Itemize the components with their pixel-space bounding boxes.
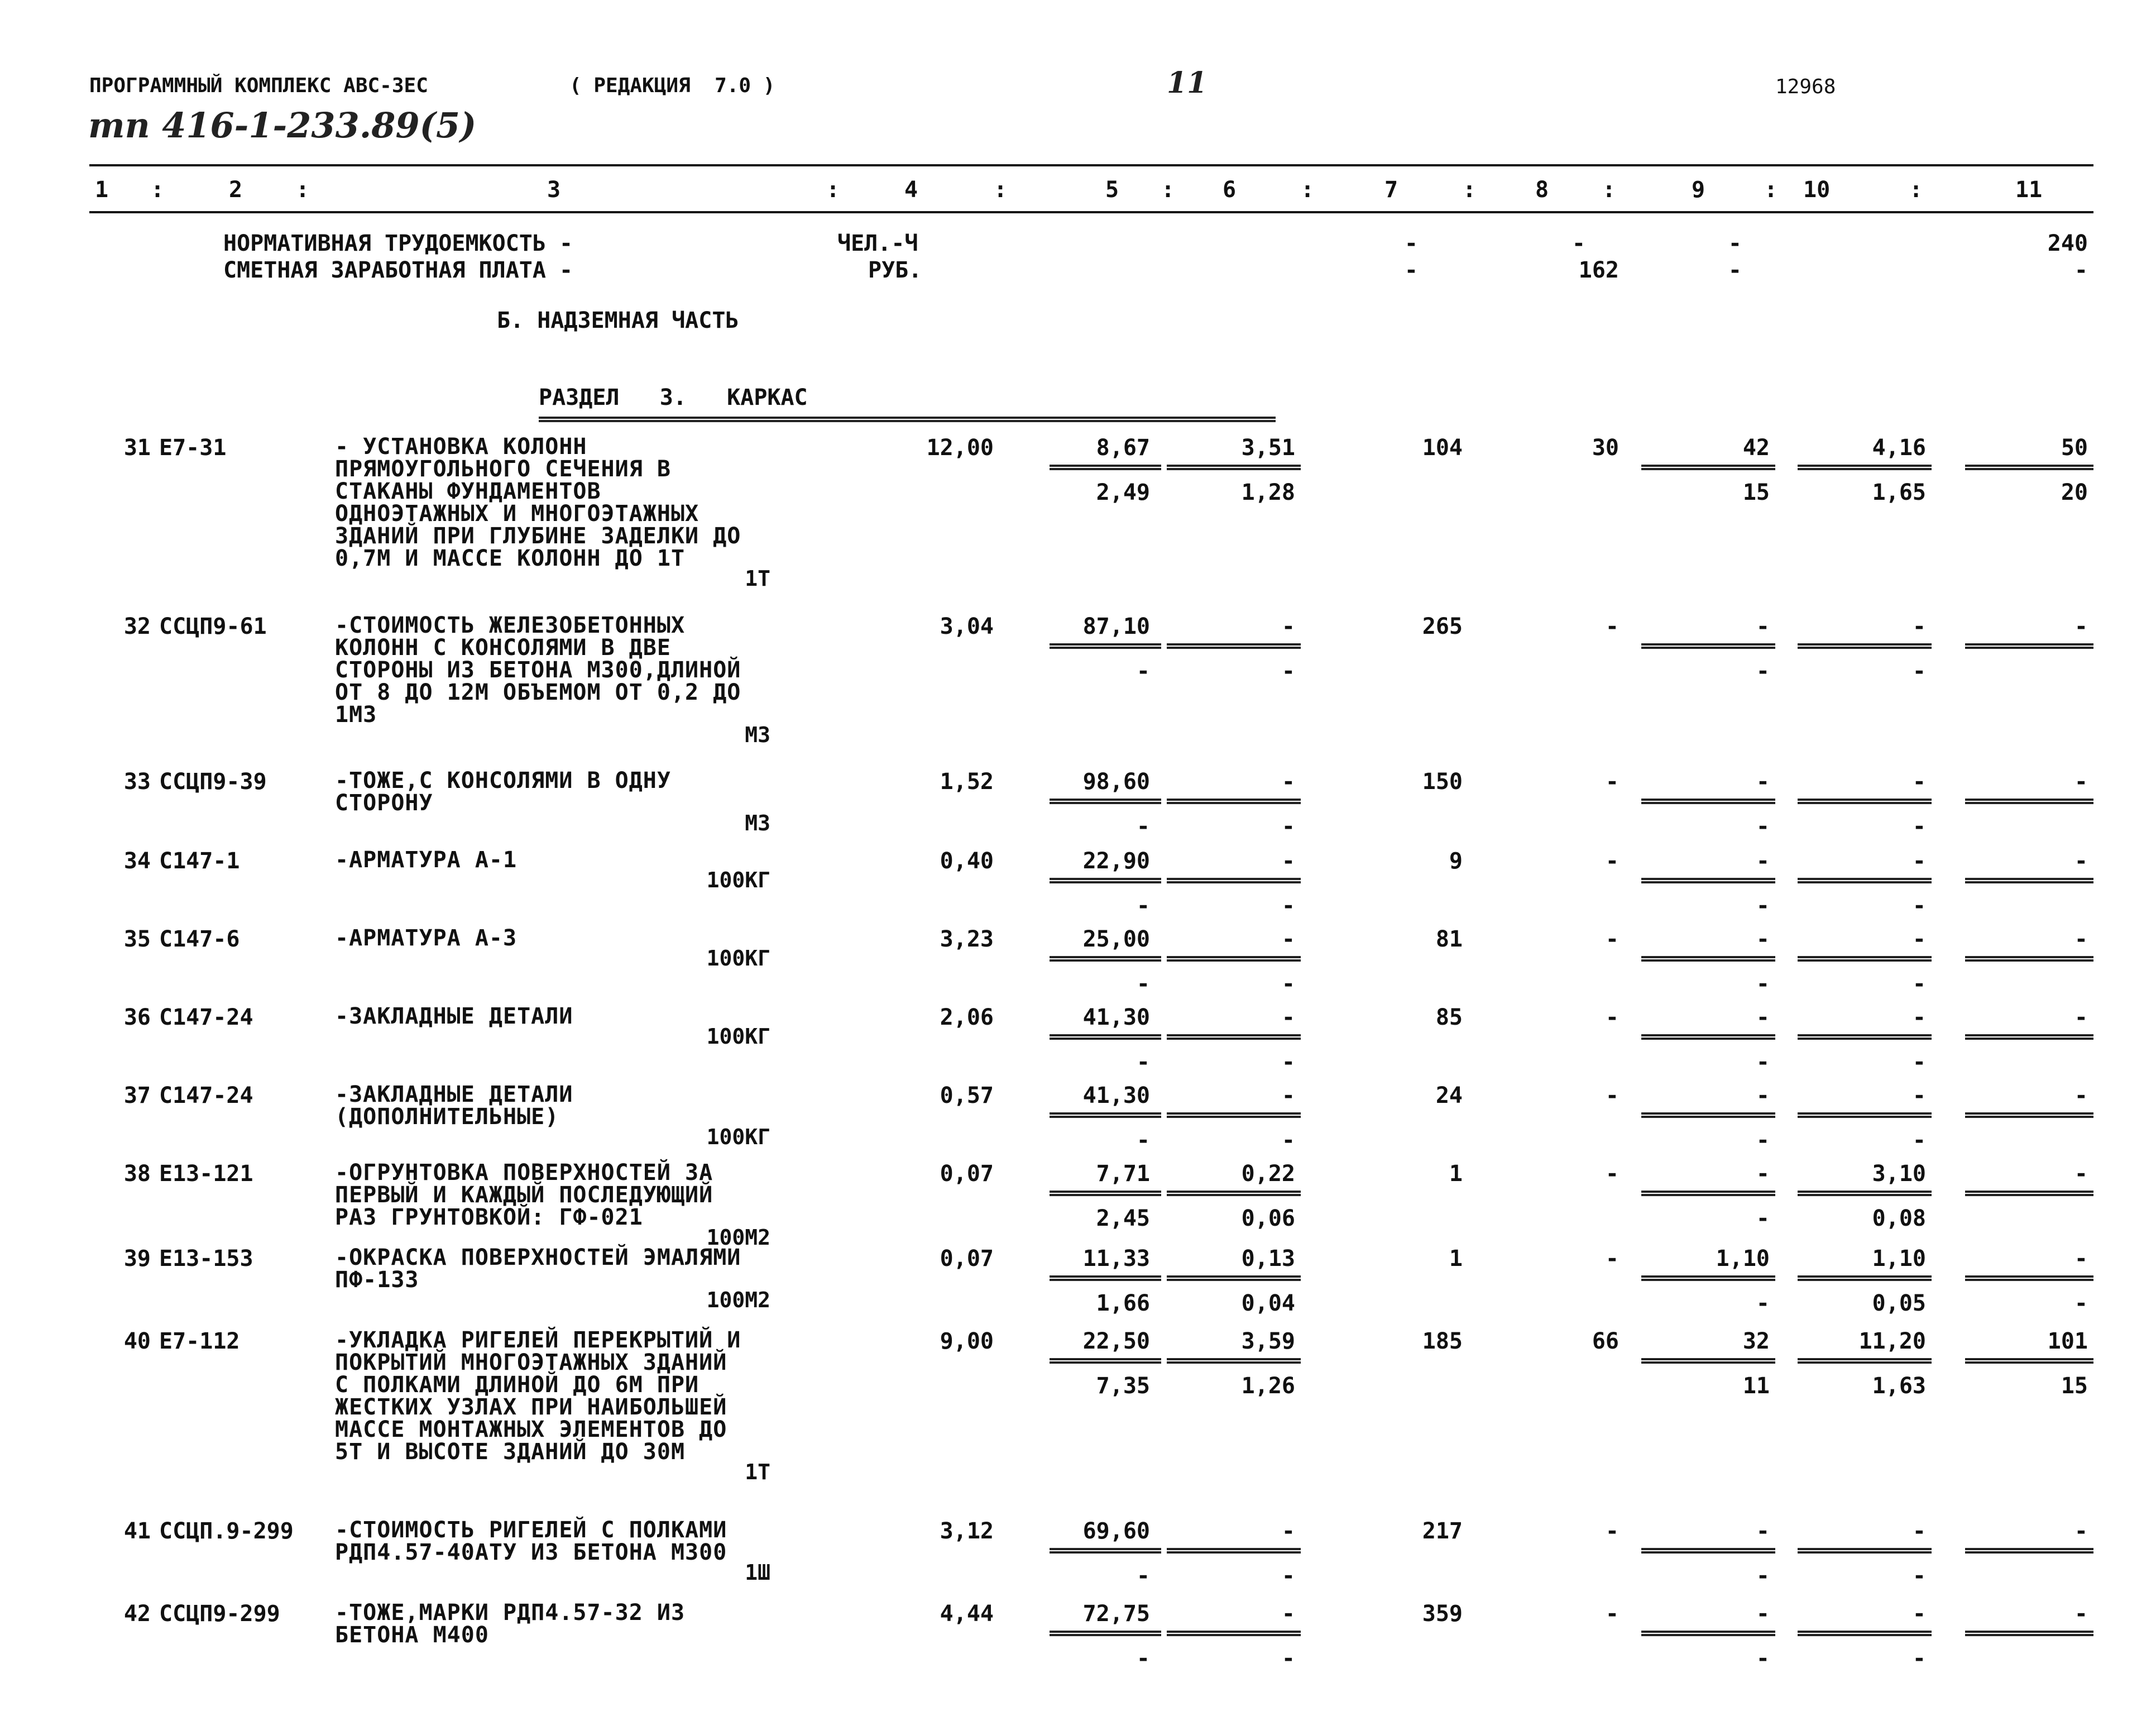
row-c8: - [1605,926,1619,952]
row-unit: 1Т [745,1460,770,1484]
row-code: С147-24 [159,1005,253,1030]
row-c5-bottom: 2,49 [1096,480,1150,505]
row-c11-rule [1965,1191,2093,1196]
summary-wage-c7: - [1404,257,1418,283]
row-c5-rule [1050,956,1161,962]
row-c7: 104 [1422,435,1463,461]
row-c5-rule [1050,799,1161,804]
row-c7: 150 [1422,769,1463,795]
row-c8: 30 [1592,435,1619,461]
row-c7: 9 [1449,848,1463,874]
row-c10-top: - [1912,614,1926,639]
row-c5-bottom: 1,66 [1096,1291,1150,1316]
row-description: -ЗАКЛАДНЫЕ ДЕТАЛИ [335,1003,573,1029]
row-c9-rule [1641,1112,1775,1118]
row-c11-bottom: - [2074,1291,2088,1316]
row-c6-bottom: - [1281,1127,1295,1153]
row-c9-top: - [1756,848,1770,874]
row-quantity: 0,07 [940,1161,994,1187]
row-code: ССЦП9-61 [159,614,267,639]
row-quantity: 2,06 [940,1005,994,1030]
project-code: тп 416-1-233.89(5) [88,105,477,146]
row-c9-top: - [1756,1518,1770,1544]
row-c9-bottom: - [1756,1291,1770,1316]
row-c6-rule [1167,1358,1301,1364]
row-unit: 100КГ [706,946,770,971]
part-title: Б. НАДЗЕМНАЯ ЧАСТЬ [497,308,739,333]
row-c6-bottom: - [1281,1049,1295,1075]
row-c8: 66 [1592,1328,1619,1354]
row-c11-rule [1965,1112,2093,1118]
row-c9-top: 32 [1742,1328,1770,1354]
row-c6-rule [1167,956,1301,962]
row-c11-bottom: 15 [2061,1373,2088,1399]
row-c9-bottom: - [1756,658,1770,684]
row-c11-top: - [2074,1005,2088,1030]
row-c10-bottom: - [1912,1646,1926,1671]
row-c6-top: - [1281,848,1295,874]
row-c10-bottom: - [1912,814,1926,839]
row-c9-top: - [1756,1161,1770,1187]
row-number: 35 [123,926,151,952]
column-separator: : [1463,177,1477,203]
row-c5-top: 11,33 [1082,1246,1150,1272]
row-code: С147-24 [159,1083,253,1108]
row-description: -ТОЖЕ,С КОНСОЛЯМИ В ОДНУ СТОРОНУ [335,768,671,816]
row-c6-bottom: - [1281,971,1295,997]
row-number: 38 [123,1161,151,1187]
row-c11-top: - [2074,1601,2088,1627]
row-c5-top: 41,30 [1082,1005,1150,1030]
row-c11-top: - [2074,614,2088,639]
row-c7: 24 [1435,1083,1463,1108]
row-c11-top: 101 [2047,1328,2088,1354]
row-c5-top: 41,30 [1082,1083,1150,1108]
row-c11-top: - [2074,769,2088,795]
row-c5-bottom: - [1136,1563,1150,1589]
row-c6-rule [1167,1275,1301,1281]
row-c5-top: 87,10 [1082,614,1150,639]
row-c6-bottom: - [1281,1563,1295,1589]
row-description: - УСТАНОВКА КОЛОНН ПРЯМОУГОЛЬНОГО СЕЧЕНИЯ В СТАКАНЫ ФУНДАМЕНТОВ ОДНОЭТАЖНЫХ И МНОГОЭТАЖНЫХ ЗДАНИЙ ПРИ ГЛУБИНЕ ЗАДЕЛКИ ДО 0,7М И МАССЕ КОЛОНН ДО 1Т [335,434,741,571]
summary-labor-c9: - [1728,231,1742,256]
row-c10-top: - [1912,769,1926,795]
row-c7: 81 [1435,926,1463,952]
column-separator: : [994,177,1008,203]
row-c9-bottom: - [1756,1206,1770,1231]
row-c11-top: - [2074,926,2088,952]
row-quantity: 4,44 [940,1601,994,1627]
row-number: 40 [123,1328,151,1354]
row-c9-top: - [1756,614,1770,639]
row-c10-top: 3,10 [1872,1161,1926,1187]
row-code: ССЦП.9-299 [159,1518,294,1544]
row-c11-rule [1965,956,2093,962]
row-c6-top: 0,13 [1241,1246,1295,1272]
row-description: -ЗАКЛАДНЫЕ ДЕТАЛИ (ДОПОЛНИТЕЛЬНЫЕ) [335,1082,573,1130]
summary-labor-c7: - [1404,231,1418,256]
section-underline [539,417,1276,422]
row-c11-top: - [2074,1161,2088,1187]
row-c5-rule [1050,878,1161,883]
row-c9-rule [1641,1548,1775,1554]
row-c10-rule [1798,878,1932,883]
row-c5-rule [1050,1631,1161,1636]
row-c10-rule [1798,1112,1932,1118]
row-c5-top: 8,67 [1096,435,1150,461]
section-title: РАЗДЕЛ 3. КАРКАС [539,385,808,410]
row-unit: 100КГ [706,1125,770,1149]
row-c9-top: - [1756,1601,1770,1627]
row-number: 41 [123,1518,151,1544]
column-header-3: 3 [547,177,561,203]
row-c5-top: 22,50 [1082,1328,1150,1354]
row-c8: - [1605,769,1619,795]
row-c6-rule [1167,799,1301,804]
summary-labor-unit: ЧЕЛ.-Ч [837,231,918,256]
row-c7: 265 [1422,614,1463,639]
summary-labor-c11: 240 [2047,231,2088,256]
column-header-6: 6 [1223,177,1237,203]
document-number: 12968 [1775,75,1836,98]
row-c10-top: - [1912,926,1926,952]
row-c11-top: - [2074,1518,2088,1544]
row-c6-rule [1167,643,1301,649]
row-description: -АРМАТУРА А-1 [335,847,518,873]
row-c10-bottom: 1,63 [1872,1373,1926,1399]
row-c7: 217 [1422,1518,1463,1544]
row-c6-bottom: 1,26 [1241,1373,1295,1399]
row-c9-bottom: - [1756,1646,1770,1671]
row-c8: - [1605,614,1619,639]
column-separator: : [1909,177,1923,203]
row-unit: 100М2 [706,1225,770,1250]
column-separator: : [1602,177,1616,203]
row-c8: - [1605,1601,1619,1627]
row-unit: 100КГ [706,868,770,892]
row-c10-bottom: - [1912,1049,1926,1075]
row-c8: - [1605,1005,1619,1030]
row-c6-bottom: 0,04 [1241,1291,1295,1316]
row-c11-rule [1965,465,2093,470]
row-c6-rule [1167,1548,1301,1554]
row-c9-rule [1641,1631,1775,1636]
row-c6-top: - [1281,614,1295,639]
row-c10-top: - [1912,1601,1926,1627]
column-header-4: 4 [904,177,918,203]
row-c6-bottom: - [1281,814,1295,839]
row-c5-top: 22,90 [1082,848,1150,874]
row-c7: 359 [1422,1601,1463,1627]
row-c10-bottom: - [1912,971,1926,997]
row-c10-rule [1798,1631,1932,1636]
row-number: 42 [123,1601,151,1627]
row-c5-rule [1050,1034,1161,1040]
row-c9-rule [1641,878,1775,883]
summary-wage-label: СМЕТНАЯ ЗАРАБОТНАЯ ПЛАТА - [223,257,573,283]
row-description: -УКЛАДКА РИГЕЛЕЙ ПЕРЕКРЫТИЙ И ПОКРЫТИЙ МНОГОЭТАЖНЫХ ЗДАНИЙ С ПОЛКАМИ ДЛИНОЙ ДО 6М ПРИ ЖЕСТКИХ УЗЛАХ ПРИ НАИБОЛЬШЕЙ МАССЕ МОНТАЖНЫХ ЭЛЕМЕНТОВ ДО 5Т И ВЫСОТЕ ЗДАНИЙ ДО 30М [335,1327,741,1465]
row-c10-bottom: - [1912,893,1926,919]
row-c11-rule [1965,1034,2093,1040]
row-description: -СТОИМОСТЬ РИГЕЛЕЙ С ПОЛКАМИ РДП4.57-40АТУ ИЗ БЕТОНА М300 [335,1517,727,1565]
row-c10-top: - [1912,848,1926,874]
table-top-rule [89,164,2093,166]
row-c11-rule [1965,799,2093,804]
summary-wage-c9: - [1728,257,1742,283]
row-c9-rule [1641,956,1775,962]
row-c6-top: - [1281,1083,1295,1108]
row-c10-bottom: 0,05 [1872,1291,1926,1316]
row-quantity: 3,12 [940,1518,994,1544]
row-c5-rule [1050,465,1161,470]
row-number: 34 [123,848,151,874]
row-c9-rule [1641,1358,1775,1364]
row-number: 36 [123,1005,151,1030]
row-c11-rule [1965,878,2093,883]
row-code: Е7-112 [159,1328,240,1354]
row-c9-rule [1641,1034,1775,1040]
column-separator: : [826,177,840,203]
row-c9-bottom: 15 [1742,480,1770,505]
row-c6-top: - [1281,1518,1295,1544]
page-number: 11 [1167,66,1208,100]
row-c5-rule [1050,1548,1161,1554]
row-c9-bottom: - [1756,971,1770,997]
row-code: Е13-121 [159,1161,253,1187]
row-description: -ОГРУНТОВКА ПОВЕРХНОСТЕЙ ЗА ПЕРВЫЙ И КАЖДЫЙ ПОСЛЕДУЮЩИЙ РАЗ ГРУНТОВКОЙ: ГФ-021 [335,1160,713,1230]
column-separator: : [1764,177,1778,203]
row-unit: 100КГ [706,1024,770,1049]
row-c9-top: - [1756,926,1770,952]
row-c5-bottom: - [1136,893,1150,919]
row-c5-rule [1050,1112,1161,1118]
row-unit: 1Ш [745,1560,770,1585]
row-quantity: 9,00 [940,1328,994,1354]
row-c6-rule [1167,878,1301,883]
row-quantity: 0,57 [940,1083,994,1108]
row-c6-top: 3,59 [1241,1328,1295,1354]
row-c10-rule [1798,1191,1932,1196]
row-c6-bottom: 1,28 [1241,480,1295,505]
row-c5-bottom: - [1136,814,1150,839]
row-c6-top: 3,51 [1241,435,1295,461]
summary-wage-c11: - [2074,257,2088,283]
row-quantity: 0,40 [940,848,994,874]
row-quantity: 3,23 [940,926,994,952]
row-unit: 1Т [745,566,770,591]
row-c8: - [1605,1246,1619,1272]
row-quantity: 1,52 [940,769,994,795]
column-header-2: 2 [229,177,243,203]
row-c5-rule [1050,1358,1161,1364]
column-separator: : [1301,177,1315,203]
row-c10-rule [1798,465,1932,470]
row-c5-bottom: - [1136,1049,1150,1075]
row-c10-rule [1798,1548,1932,1554]
row-c5-bottom: 2,45 [1096,1206,1150,1231]
row-c11-top: 50 [2061,435,2088,461]
row-unit: М3 [745,811,770,835]
row-c6-bottom: - [1281,1646,1295,1671]
column-header-5: 5 [1105,177,1119,203]
row-c6-top: - [1281,769,1295,795]
row-c10-rule [1798,1358,1932,1364]
row-c6-top: 0,22 [1241,1161,1295,1187]
row-c11-top: - [2074,1083,2088,1108]
row-c9-bottom: - [1756,814,1770,839]
row-c10-bottom: - [1912,658,1926,684]
row-c11-rule [1965,643,2093,649]
row-c6-rule [1167,1191,1301,1196]
row-c5-top: 69,60 [1082,1518,1150,1544]
row-number: 33 [123,769,151,795]
row-c11-rule [1965,1275,2093,1281]
row-c8: - [1605,1518,1619,1544]
row-c5-bottom: 7,35 [1096,1373,1150,1399]
row-c9-rule [1641,465,1775,470]
row-c6-rule [1167,1631,1301,1636]
row-c9-top: - [1756,1083,1770,1108]
column-header-10: 10 [1803,177,1831,203]
column-separator: : [1161,177,1175,203]
row-c7: 85 [1435,1005,1463,1030]
row-c10-bottom: 0,08 [1872,1206,1926,1231]
row-c11-rule [1965,1358,2093,1364]
row-c11-top: - [2074,1246,2088,1272]
row-c7: 1 [1449,1161,1463,1187]
row-c5-rule [1050,643,1161,649]
row-code: ССЦП9-299 [159,1601,280,1627]
row-quantity: 3,04 [940,614,994,639]
row-c10-top: - [1912,1005,1926,1030]
column-header-1: 1 [95,177,109,203]
row-quantity: 0,07 [940,1246,994,1272]
row-code: ССЦП9-39 [159,769,267,795]
column-header-9: 9 [1692,177,1705,203]
row-unit: 100М2 [706,1288,770,1312]
row-c6-rule [1167,1034,1301,1040]
row-c6-top: - [1281,1601,1295,1627]
row-c9-top: 1,10 [1716,1246,1770,1272]
row-c7: 1 [1449,1246,1463,1272]
row-c7: 185 [1422,1328,1463,1354]
row-c10-rule [1798,956,1932,962]
row-c5-top: 25,00 [1082,926,1150,952]
row-c10-rule [1798,799,1932,804]
row-c9-bottom: - [1756,1049,1770,1075]
column-header-11: 11 [2015,177,2043,203]
row-c10-rule [1798,1034,1932,1040]
row-c10-bottom: - [1912,1563,1926,1589]
row-c10-top: 11,20 [1858,1328,1926,1354]
row-c5-bottom: - [1136,1127,1150,1153]
row-description: -ТОЖЕ,МАРКИ РДП4.57-32 ИЗ БЕТОНА М400 [335,1600,686,1648]
column-header-8: 8 [1535,177,1549,203]
row-c9-rule [1641,1275,1775,1281]
row-c9-top: - [1756,1005,1770,1030]
row-c10-bottom: 1,65 [1872,480,1926,505]
row-c11-rule [1965,1548,2093,1554]
row-c6-top: - [1281,926,1295,952]
row-c10-top: - [1912,1083,1926,1108]
summary-wage-c8: 162 [1578,257,1619,283]
column-header-7: 7 [1384,177,1398,203]
row-c6-bottom: - [1281,658,1295,684]
row-c9-bottom: - [1756,893,1770,919]
row-c5-bottom: - [1136,658,1150,684]
row-c8: - [1605,1161,1619,1187]
header-bottom-rule [89,211,2093,213]
row-c9-rule [1641,1191,1775,1196]
row-c6-rule [1167,465,1301,470]
row-c10-top: 4,16 [1872,435,1926,461]
row-c5-top: 7,71 [1096,1161,1150,1187]
summary-wage-unit: РУБ. [868,257,922,283]
row-c9-top: - [1756,769,1770,795]
row-c5-top: 72,75 [1082,1601,1150,1627]
row-code: С147-1 [159,848,240,874]
row-c10-top: 1,10 [1872,1246,1926,1272]
row-c8: - [1605,1083,1619,1108]
summary-labor-label: НОРМАТИВНАЯ ТРУДОЕМКОСТЬ - [223,231,573,256]
row-c10-rule [1798,1275,1932,1281]
row-c10-bottom: - [1912,1127,1926,1153]
row-c10-rule [1798,643,1932,649]
row-c6-bottom: 0,06 [1241,1206,1295,1231]
row-code: Е13-153 [159,1246,253,1272]
row-number: 39 [123,1246,151,1272]
row-c5-rule [1050,1191,1161,1196]
row-c9-top: 42 [1742,435,1770,461]
row-description: -ОКРАСКА ПОВЕРХНОСТЕЙ ЭМАЛЯМИ ПФ-133 [335,1245,741,1293]
column-separator: : [151,177,165,203]
row-c6-bottom: - [1281,893,1295,919]
edition-label: ( РЕДАКЦИЯ 7.0 ) [569,74,775,97]
column-separator: : [296,177,310,203]
row-unit: М3 [745,723,770,747]
row-code: Е7-31 [159,435,227,461]
row-c11-rule [1965,1631,2093,1636]
row-c9-rule [1641,643,1775,649]
row-c9-bottom: - [1756,1563,1770,1589]
row-c6-rule [1167,1112,1301,1118]
row-c5-top: 98,60 [1082,769,1150,795]
row-c5-bottom: - [1136,1646,1150,1671]
row-c5-bottom: - [1136,971,1150,997]
row-c8: - [1605,848,1619,874]
row-description: -СТОИМОСТЬ ЖЕЛЕЗОБЕТОННЫХ КОЛОНН С КОНСОЛЯМИ В ДВЕ СТОРОНЫ ИЗ БЕТОНА М300,ДЛИНОЙ ОТ 8 ДО 12М ОБЪЕМОМ ОТ 0,2 ДО 1М3 [335,613,741,728]
row-description: -АРМАТУРА А-3 [335,925,518,951]
row-c9-rule [1641,799,1775,804]
row-c10-top: - [1912,1518,1926,1544]
row-code: С147-6 [159,926,240,952]
row-number: 32 [123,614,151,639]
summary-labor-c8: - [1572,231,1585,256]
row-c11-bottom: 20 [2061,480,2088,505]
program-title: ПРОГРАММНЫЙ КОМПЛЕКС АВС-ЗЕС [89,74,428,97]
row-c11-top: - [2074,848,2088,874]
row-c9-bottom: - [1756,1127,1770,1153]
row-quantity: 12,00 [926,435,994,461]
row-c6-top: - [1281,1005,1295,1030]
row-c5-rule [1050,1275,1161,1281]
row-c9-bottom: 11 [1742,1373,1770,1399]
row-number: 37 [123,1083,151,1108]
row-number: 31 [123,435,151,461]
